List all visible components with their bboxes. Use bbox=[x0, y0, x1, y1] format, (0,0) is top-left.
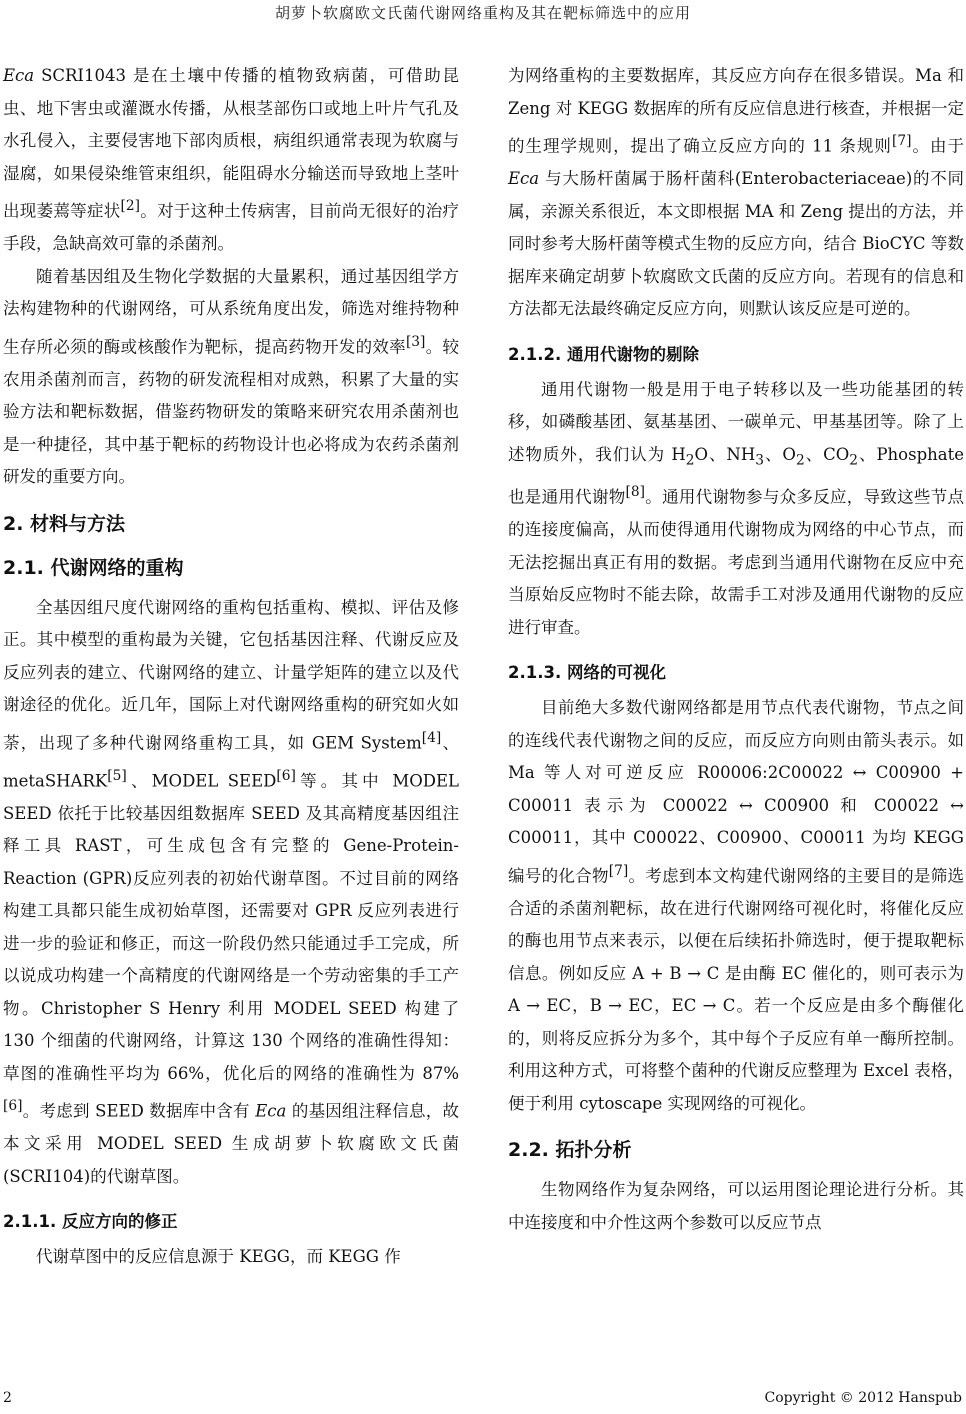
paragraph-background: 随着基因组及生物化学数据的大量累积，通过基因组学方法构建物种的代谢网络，可从系统角度出发，筛选对维持物种生存所必须的酶或核酸作为靶标，提高药物开发的效率[3]。较农用杀菌剂而言，药物的研发流程相对成熟，积累了大量的实验方法和靶标数据，借鉴药物研发的策略来研究农用杀菌剂也是一种捷径，其中基于靶标的药物设计也必将成为农药杀菌剂研发的重要方向。 bbox=[3, 266, 459, 486]
citation: [3] bbox=[405, 333, 426, 350]
right-column bbox=[508, 60, 964, 1239]
citation: [6] bbox=[276, 767, 296, 784]
citation: [7] bbox=[891, 133, 912, 149]
running-title: 胡萝卜软腐欧文氏菌代谢网络重构及其在靶标筛选中的应用 bbox=[274, 4, 691, 22]
section-heading-2-1-3: 2.1.3. 网络的可视化 bbox=[508, 663, 666, 683]
section-heading-2-1-2: 2.1.2. 通用代谢物的剔除 bbox=[508, 344, 699, 364]
citation: [5] bbox=[107, 767, 127, 784]
paragraph-intro: Eca SCRI1043 是在土壤中传播的植物致病菌，可借助昆虫、地下害虫或灌溉水传播，从根茎部伤口或地上叶片气孔及水孔侵入，主要侵害地下部肉质根，病组织通常表现为软腐与湿腐，如果侵染维管束组织，能阻碍水分输送而导致地上茎叶出现萎蔫等症状[2]。对于这种土传病害，目前尚无很好的治疗手段，急缺高效可靠的杀菌剂。 bbox=[3, 66, 460, 253]
citation: [8] bbox=[625, 484, 646, 501]
paragraph-direction-cont: 为网络重构的主要数据库，其反应方向存在很多错误。Ma 和 Zeng 对 KEGG 数据库的所有反应信息进行核查，并根据一定的生理学规则，提出了确立反应方向的 11 条规则[7]。由于 Eca 与大肠杆菌属于肠杆菌科(Enterobacteriaceae)的不同属，亲源关系很近，本文即根据 MA 和 Zeng 提出的方法，并同时参考大肠杆菌等模式生物的反应方向，结合 BioCYC 等数据库来确定胡萝卜软腐欧文氏菌的反应方向。若现有的信息和方法都无法最终确定反应方向，则默认该反应是可逆的。 bbox=[508, 66, 964, 318]
citation: [4] bbox=[421, 729, 442, 746]
section-heading-2-1-1: 2.1.1. 反应方向的修正 bbox=[3, 1212, 178, 1231]
species-abbrev: Eca bbox=[255, 1101, 287, 1121]
citation: [6] bbox=[3, 1098, 23, 1114]
species-abbrev: Eca bbox=[3, 66, 35, 85]
species-abbrev: Eca bbox=[508, 169, 540, 188]
paragraph-visualization: 目前绝大多数代谢网络都是用节点代表代谢物，节点之间的连线代表代谢物之间的反应，而反应方向则由箭头表示。如 Ma 等人对可逆反应 R00006:2C00022 ↔ C00900 + C00011 表示为 C00022 ↔ C00900 和 C00022 ↔ C00011，其中 C00022、C00900、C00011 为均 KEGG 编号的化合物[7]。考虑到本文构建代谢网络的主要目的是筛选合适的杀菌剂靶标，故在进行代谢网络可视化时，将催化反应的酶也用节点来表示，以便在后续拓扑筛选时，便于提取靶标信息。例如反应 A + B → C 是由酶 EC 催化的，则可表示为 A → EC，B → EC，EC → C。若一个反应是由多个酶催化的，则将反应拆分为多个，其中每个子反应有单一酶所控制。利用这种方式，可将整个菌种的代谢反应整理为 Excel 表格，便于利用 cytoscape 实现网络的可视化。 bbox=[508, 698, 964, 1113]
section-heading-2: 2. 材料与方法 bbox=[3, 512, 126, 535]
paragraph-topology: 生物网络作为复杂网络，可以运用图论理论进行分析。其中连接度和中介性这两个参数可以反应节点 bbox=[508, 1180, 964, 1232]
paragraph-reconstruction: 全基因组尺度代谢网络的重构包括重构、模拟、评估及修正。其中模型的重构最为关键，它包括基因注释、代谢反应及反应列表的建立、代谢网络的建立、计量学矩阵的建立以及代谢途径的优化。近几年，国际上对代谢网络重构的研究如火如荼，出现了多种代谢网络重构工具，如 GEM System[4]、metaSHARK[5]、MODEL SEED[6]等。其中 MODEL SEED 依托于比较基因组数据库 SEED 及其高精度基因组注释工具 RAST，可生成包含有完整的 Gene-Protein-Reaction (GPR)反应列表的初始代谢草图。不过目前的网络构建工具都只能生成初始草图，还需要对 GPR 反应列表进行进一步的验证和修正，而这一阶段仍然只能通过手工完成，所以说成功构建一个高精度的代谢网络是一个劳动密集的手工产物。Christopher S Henry 利用 MODEL SEED 构建了 130 个细菌的代谢网络，计算这 130 个网络的准确性得知：草图的准确性平均为 66%，优化后的网络的准确性为 87%[6]。考虑到 SEED 数据库中含有 Eca 的基因组注释信息，故本文采用 MODEL SEED 生成胡萝卜软腐欧文氏菌(SCRI104)的代谢草图。 bbox=[3, 597, 460, 1186]
paragraph-direction-start: 代谢草图中的反应信息源于 KEGG，而 KEGG 作 bbox=[36, 1247, 401, 1266]
citation: [7] bbox=[608, 862, 629, 879]
paragraph-currency-metabolites: 通用代谢物一般是用于电子转移以及一些功能基团的转移，如磷酸基团、氨基基团、一碳单元、甲基基团等。除了上述物质外，我们认为 $H_2O$、$NH_3$、$O_2$、$CO_2$、Phosphate 也是通用代谢物[8]。通用代谢物参与众多反应，导致这些节点的连接度偏高，从而使得通用代谢物成为网络的中心节点，而无法挖掘出真正有用的数据。考虑到当通用代谢物在反应中充当原始反应物时不能去除，故需手工对涉及通用代谢物的反应进行审查。 bbox=[508, 379, 965, 637]
section-heading-2-1: 2.1. 代谢网络的重构 bbox=[3, 556, 184, 579]
section-heading-2-2: 2.2. 拓扑分析 bbox=[508, 1139, 632, 1162]
citation: [2] bbox=[120, 198, 141, 214]
copyright-notice: Copyright © 2012 Hanspub bbox=[764, 1390, 962, 1406]
page-number: 2 bbox=[3, 1390, 12, 1406]
left-column bbox=[3, 60, 459, 1274]
